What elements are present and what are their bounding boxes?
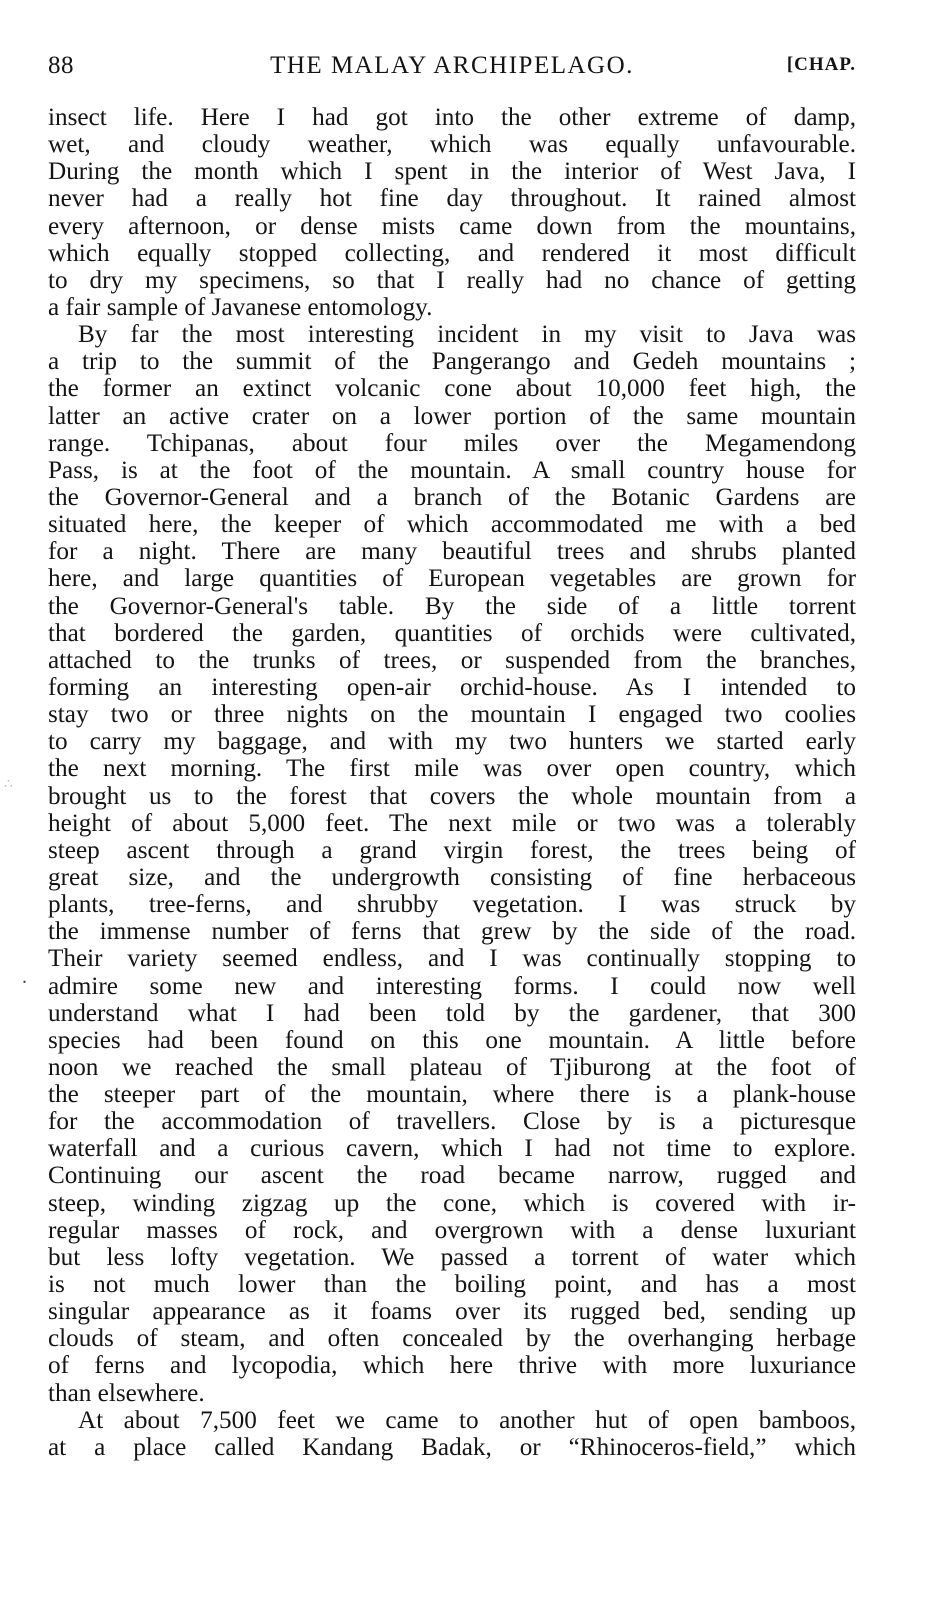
text-line: Continuing our ascent the road became narrow, rugged and: [48, 1162, 856, 1190]
text-line: By far the most interesting incident in my visit to Java was: [78, 321, 856, 349]
paragraph: [48, 1407, 856, 1461]
text-line: situated here, the keeper of which accommodated me with a bed: [48, 511, 856, 539]
text-line: attached to the trunks of trees, or suspended from the branches,: [48, 646, 856, 674]
text-line: that bordered the garden, quantities of orchids were cultivated,: [48, 619, 856, 647]
text-line: species had been found on this one mountain. A little before: [48, 1026, 856, 1054]
text-line: clouds of steam, and often concealed by the overhanging herbage: [48, 1325, 856, 1353]
text-line: brought us to the forest that covers the whole mountain from a: [48, 782, 856, 810]
text-line: the former an extinct volcanic cone about 10,000 feet high, the: [48, 375, 856, 403]
paper-smudge: ∴: [4, 777, 13, 792]
text-line: steep, winding zigzag up the cone, which is covered with ir-: [48, 1189, 856, 1217]
text-line: to carry my baggage, and with my two hunters we started early: [48, 728, 856, 756]
text-line: waterfall and a curious cavern, which I had not time to explore.: [48, 1135, 856, 1163]
text-line: but less lofty vegetation. We passed a torrent of water which: [48, 1243, 856, 1271]
text-line: forming an interesting open-air orchid-house. As I intended to: [48, 673, 856, 701]
text-line: understand what I had been told by the gardener, that 300: [48, 999, 856, 1027]
text-line: plants, tree-ferns, and shrubby vegetation. I was struck by: [48, 891, 856, 919]
text-line: great size, and the undergrowth consisting of fine herbaceous: [48, 863, 856, 891]
text-line: the Governor-General's table. By the side of a little torrent: [48, 592, 856, 620]
text-line: admire some new and interesting forms. I could now well: [48, 972, 856, 1000]
text-line: here, and large quantities of European vegetables are grown for: [48, 565, 856, 593]
text-line: the steeper part of the mountain, where there is a plank-house: [48, 1081, 856, 1109]
page-header: [48, 52, 856, 86]
text-line: regular masses of rock, and overgrown with a dense luxuriant: [48, 1216, 856, 1244]
paragraph: [48, 104, 856, 321]
stray-dot: .: [22, 966, 27, 988]
text-line: every afternoon, or dense mists came down from the mountains,: [48, 212, 856, 240]
chapter-mark: [CHAP.: [786, 54, 856, 75]
text-line: steep ascent through a grand virgin forest, the trees being of: [48, 836, 856, 864]
page-number: 88: [48, 52, 74, 79]
body-text: [48, 104, 856, 1461]
text-line: insect life. Here I had got into the other extreme of damp,: [48, 104, 856, 131]
text-line: Pass, is at the foot of the mountain. A small country house for: [48, 456, 856, 484]
text-line: which equally stopped collecting, and rendered it most difficult: [48, 239, 856, 267]
text-line: is not much lower than the boiling point, and has a most: [48, 1271, 856, 1299]
text-line: the immense number of ferns that grew by the side of the road.: [48, 918, 856, 946]
text-line: to dry my specimens, so that I really had no chance of getting: [48, 266, 856, 294]
text-line: for the accommodation of travellers. Close by is a picturesque: [48, 1108, 856, 1136]
text-line: a trip to the summit of the Pangerango and Gedeh mountains ;: [48, 348, 856, 376]
text-line: latter an active crater on a lower portion of the same mountain: [48, 402, 856, 430]
text-line: than elsewhere.: [48, 1379, 205, 1407]
text-line: never had a really hot fine day throughout. It rained almost: [48, 185, 856, 213]
text-line: range. Tchipanas, about four miles over the Megamendong: [48, 429, 856, 457]
running-title: THE MALAY ARCHIPELAGO.: [270, 52, 634, 79]
text-line: singular appearance as it foams over its rugged bed, sending up: [48, 1298, 856, 1326]
text-line: the next morning. The first mile was over open country, which: [48, 755, 856, 783]
text-line: at a place called Kandang Badak, or “Rhinoceros-field,” which: [48, 1433, 856, 1461]
text-line: Their variety seemed endless, and I was continually stopping to: [48, 945, 856, 973]
text-line: a fair sample of Javanese entomology.: [48, 293, 433, 321]
text-line: height of about 5,000 feet. The next mile or two was a tolerably: [48, 809, 856, 837]
text-line: of ferns and lycopodia, which here thrive with more luxuriance: [48, 1352, 856, 1380]
text-line: At about 7,500 feet we came to another hut of open bamboos,: [78, 1406, 856, 1434]
text-line: noon we reached the small plateau of Tjiburong at the foot of: [48, 1053, 856, 1081]
text-line: the Governor-General and a branch of the Botanic Gardens are: [48, 483, 856, 511]
paragraph: [48, 321, 856, 1407]
text-line: for a night. There are many beautiful trees and shrubs planted: [48, 538, 856, 566]
text-line: stay two or three nights on the mountain I engaged two coolies: [48, 701, 856, 729]
text-line: wet, and cloudy weather, which was equally unfavourable.: [48, 131, 856, 159]
text-line: During the month which I spent in the interior of West Java, I: [48, 158, 856, 186]
